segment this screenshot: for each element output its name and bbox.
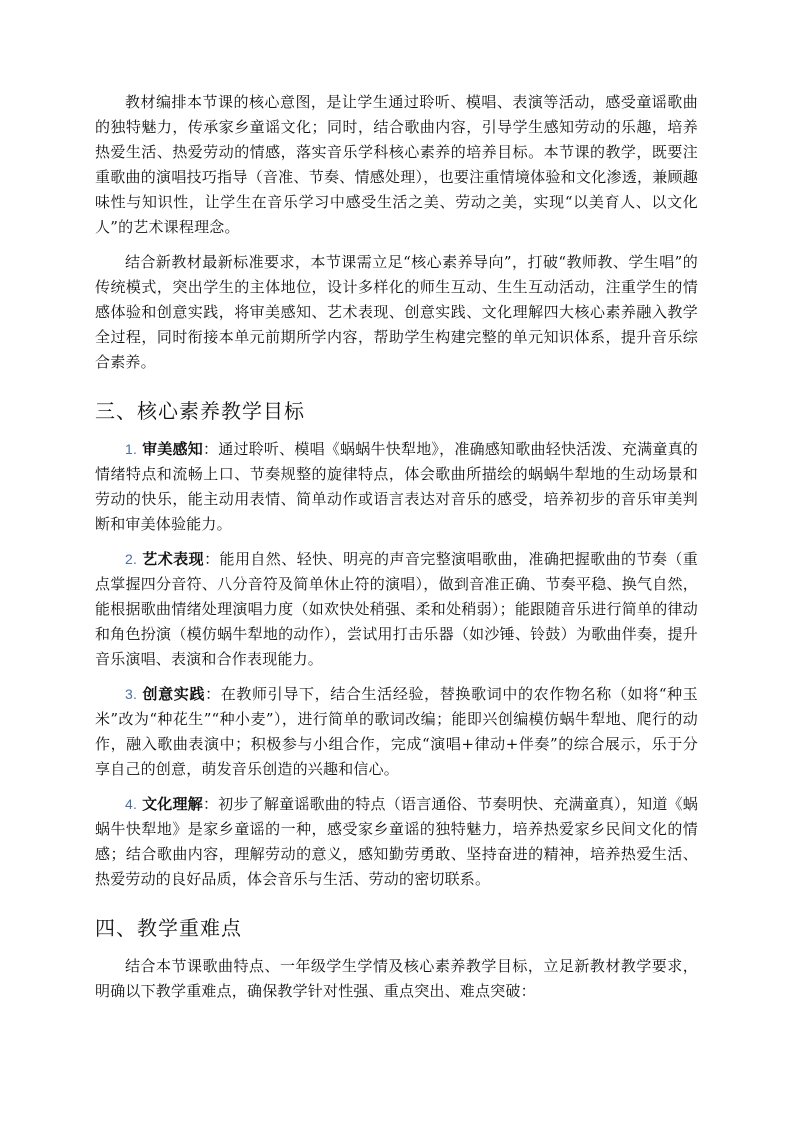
- goal-number: 1.: [125, 441, 138, 457]
- section-heading-key-difficulties: 四、教学重难点: [95, 916, 242, 940]
- document-page: [95, 90, 698, 1014]
- goal-label: 文化理解: [142, 795, 203, 813]
- goal-number: 3.: [125, 686, 138, 702]
- goal-number: 4.: [125, 796, 138, 812]
- goal-item-culture: [95, 792, 698, 892]
- goal-number: 2.: [125, 551, 138, 567]
- goal-text: ：初步了解童谣歌曲的特点（语言通俗、节奏明快、充满童真），知道《蜗蜗牛快犁地》是家乡童谣的一种，感受家乡童谣的独特魅力，培养热爱家乡民间文化的情感；结合歌曲内容，理解劳动的意义，感知勤劳勇敢、坚持奋进的精神，培养热爱生活、热爱劳动的良好品质，体会音乐与生活、劳动的密切联系。: [95, 795, 698, 888]
- goal-label: 艺术表现: [142, 550, 205, 568]
- goal-label: 创意实践: [142, 685, 206, 703]
- goal-text: ：能用自然、轻快、明亮的声音完整演唱歌曲，准确把握歌曲的节奏（重点掌握四分音符、八分音符及简单休止符的演唱），做到音准正确、节奏平稳、换气自然，能根据歌曲情绪处理演唱力度（如欢快处稍强、柔和处稍弱）；能跟随音乐进行简单的律动和角色扮演（模仿蜗牛犁地的动作），尝试用打击乐器（如沙锤、铃鼓）为歌曲伴奏，提升音乐演唱、表演和合作表现能力。: [95, 550, 699, 668]
- goal-text: ：通过聆听、模唱《蜗蜗牛快犁地》，准确感知歌曲轻快活泼、充满童真的情绪特点和流畅上口、节奏规整的旋律特点，体会歌曲所描绘的蜗蜗牛犁地的生动场景和劳动的快乐，能主动用表情、简单动作或语言表达对音乐的感受，培养初步的音乐审美判断和审美体验能力。: [95, 440, 698, 533]
- goal-item-expression: [95, 547, 698, 672]
- goal-label: 审美感知: [142, 440, 203, 458]
- section-heading-core-goals: 三、核心素养教学目标: [95, 399, 305, 423]
- goal-text: ：在教师引导下，结合生活经验，替换歌词中的农作物名称（如将“种玉米”改为“种花生”“种小麦”），进行简单的歌词改编；能即兴创编模仿蜗牛犁地、爬行的动作，融入歌曲表演中；积极参与小组合作，完成“演唱+律动+伴奏”的综合展示，乐于分享自己的创意，萌发音乐创造的兴趣和信心。: [95, 685, 698, 778]
- goal-item-creative: [95, 682, 698, 782]
- body-paragraph-standards: 结合新教材最新标准要求，本节课需立足“核心素养导向”，打破“教师教、学生唱”的传统模式，突出学生的主体地位，设计多样化的师生互动、生生互动活动，注重学生的情感体验和创意实践，将审美感知、艺术表现、创意实践、文化理解四大核心素养融入教学全过程，同时衔接本单元前期所学内容，帮助学生构建完整的单元知识体系，提升音乐综合素养。: [95, 253, 698, 371]
- body-paragraph-key-difficulties: 结合本节课歌曲特点、一年级学生学情及核心素养教学目标，立足新教材教学要求，明确以下教学重难点，确保教学针对性强、重点突出、难点突破：: [95, 957, 698, 1000]
- body-paragraph-intent: 教材编排本节课的核心意图，是让学生通过聆听、模唱、表演等活动，感受童谣歌曲的独特魅力，传承家乡童谣文化；同时，结合歌曲内容，引导学生感知劳动的乐趣，培养热爱生活、热爱劳动的情感，落实音乐学科核心素养的培养目标。本节课的教学，既要注重歌曲的演唱技巧指导（音准、节奏、情感处理），也要注重情境体验和文化渗透，兼顾趣味性与知识性，让学生在音乐学习中感受生活之美、劳动之美，实现“以美育人、以文化人”的艺术课程理念。: [95, 93, 698, 236]
- goal-item-aesthetic: [95, 437, 698, 537]
